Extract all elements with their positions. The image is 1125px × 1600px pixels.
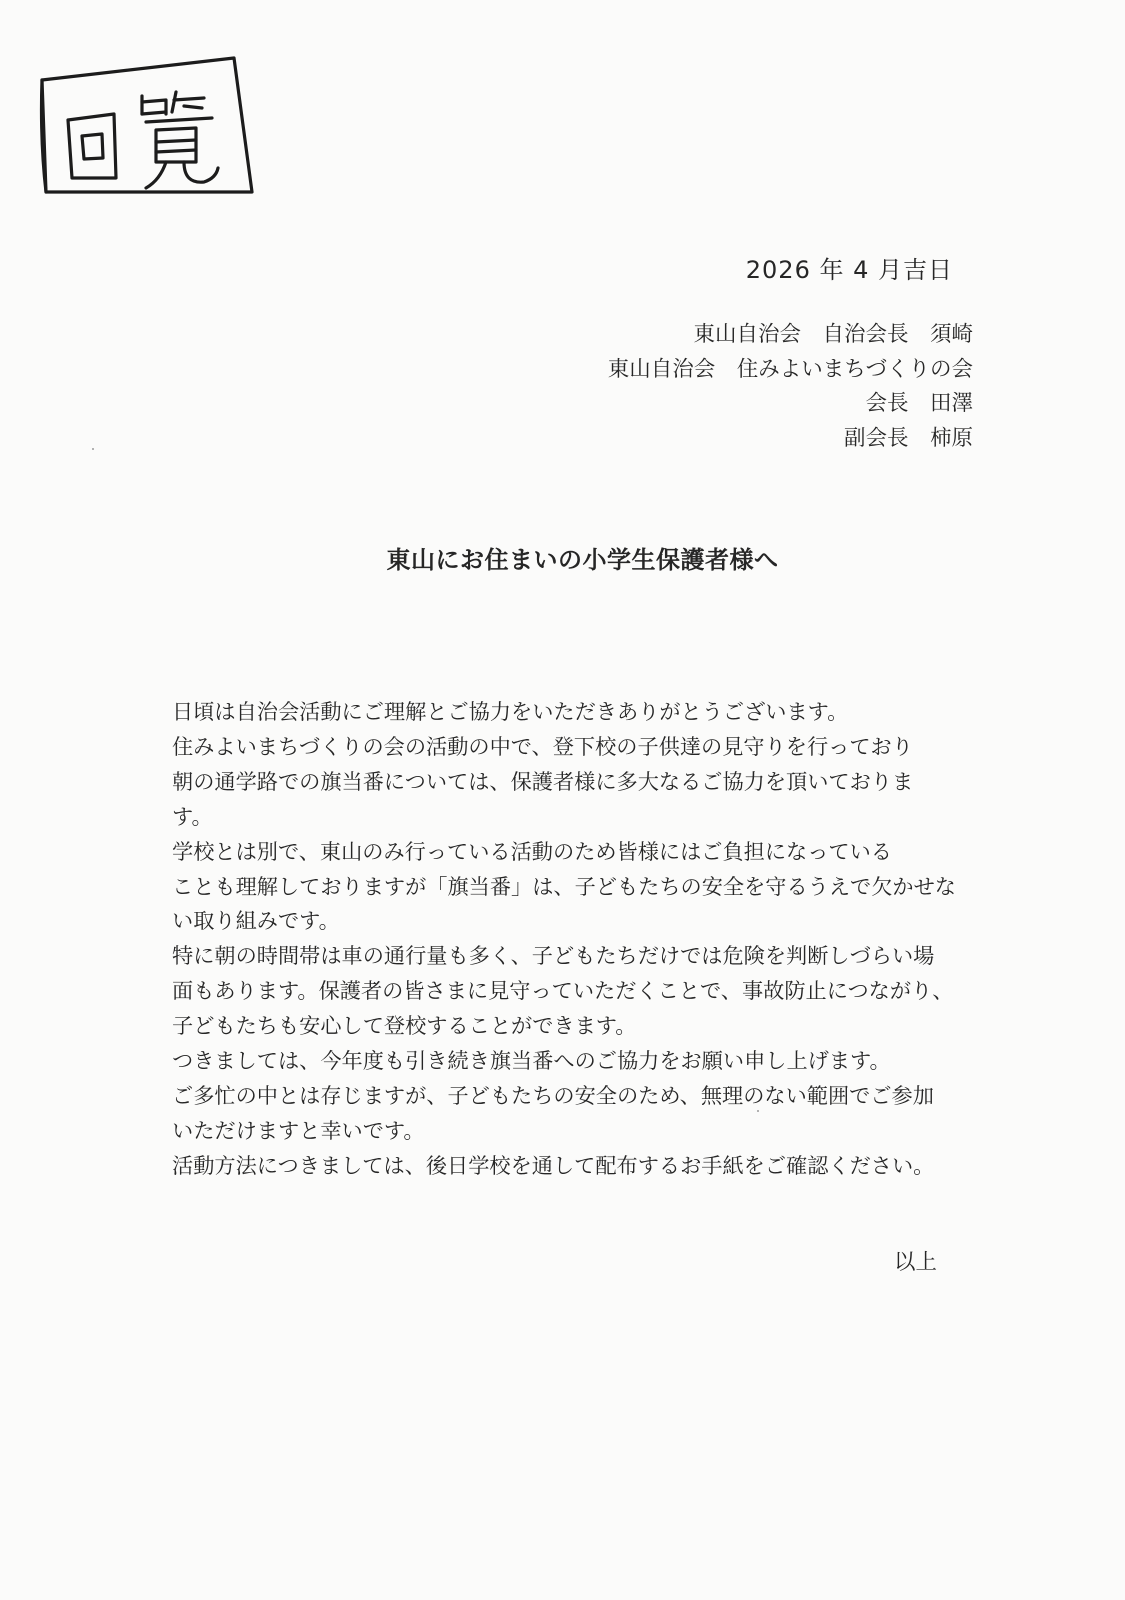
body-line: 学校とは別で、東山のみ行っている活動のため皆様にはご負担になっている — [172, 838, 892, 864]
closing-mark: 以上 — [893, 1250, 937, 1275]
body-line: いただけますと幸いです。 — [172, 1117, 425, 1143]
circulation-stamp — [34, 50, 264, 210]
body-text — [172, 695, 977, 1184]
body-line: ことも理解しておりますが「旗当番」は、子どもたちの安全を守るうえで欠かせな — [172, 873, 956, 899]
body-line: 朝の通学路での旗当番については、保護者様に多大なるご協力を頂いておりま — [172, 768, 914, 794]
body-line: い取り組みです。 — [172, 908, 340, 934]
body-line: 子どもたちも安心して登校することができます。 — [172, 1013, 637, 1039]
body-line: 活動方法につきましては、後日学校を通して配布するお手紙をご確認ください。 — [172, 1152, 935, 1178]
scan-speck — [757, 1110, 759, 1112]
sender-line: 副会長 柿原 — [843, 425, 973, 451]
sender-line: 会長 田澤 — [865, 391, 973, 416]
sender-line: 東山自治会 自治会長 須崎 — [693, 322, 973, 347]
sender-line: 東山自治会 住みよいまちづくりの会 — [607, 356, 973, 382]
body-line: 住みよいまちづくりの会の活動の中で、登下校の子供達の見守りを行っており — [172, 733, 913, 759]
sender-block — [608, 318, 973, 456]
body-line: ご多忙の中とは存じますが、子どもたちの安全のため、無理のない範囲でご参加 — [172, 1082, 934, 1108]
body-line: つきましては、今年度も引き続き旗当番へのご協力をお願い申し上げます。 — [172, 1048, 891, 1074]
body-line: す。 — [172, 803, 213, 829]
body-line: 面もあります。保護者の皆さまに見守っていただくことで、事故防止につながり、 — [172, 978, 954, 1004]
body-line: 特に朝の時間帯は車の通行量も多く、子どもたちだけでは危険を判断しづらい場 — [172, 943, 935, 969]
document-title: 東山にお住まいの小学生保護者様へ — [386, 546, 779, 574]
body-line: 日頃は自治会活動にご理解とご協力をいただきありがとうございます。 — [172, 699, 849, 724]
handwritten-stamp-icon — [34, 50, 264, 210]
issue-date: 2026 年 4 月吉日 — [745, 256, 953, 284]
scan-speck — [92, 448, 94, 450]
